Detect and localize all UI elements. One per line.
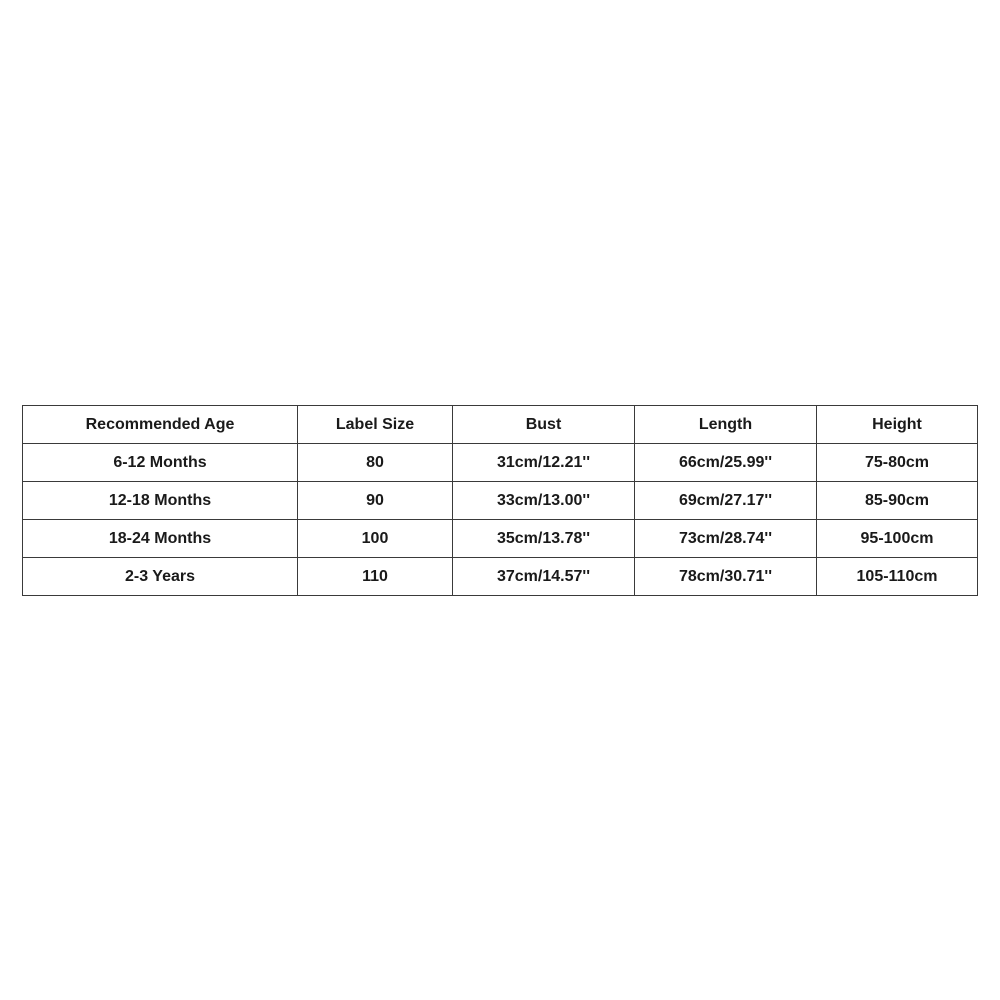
cell-length: 69cm/27.17'' xyxy=(635,482,817,520)
cell-length: 78cm/30.71'' xyxy=(635,558,817,596)
cell-bust: 31cm/12.21'' xyxy=(453,444,635,482)
cell-height: 95-100cm xyxy=(817,520,978,558)
header-recommended-age: Recommended Age xyxy=(23,406,298,444)
cell-recommended-age: 6-12 Months xyxy=(23,444,298,482)
header-bust: Bust xyxy=(453,406,635,444)
cell-label-size: 110 xyxy=(298,558,453,596)
table-row xyxy=(23,558,978,596)
cell-length: 66cm/25.99'' xyxy=(635,444,817,482)
cell-recommended-age: 2-3 Years xyxy=(23,558,298,596)
table-row xyxy=(23,520,978,558)
cell-label-size: 100 xyxy=(298,520,453,558)
cell-recommended-age: 18-24 Months xyxy=(23,520,298,558)
table-header-row xyxy=(23,406,978,444)
cell-label-size: 90 xyxy=(298,482,453,520)
header-label-size: Label Size xyxy=(298,406,453,444)
cell-label-size: 80 xyxy=(298,444,453,482)
cell-bust: 35cm/13.78'' xyxy=(453,520,635,558)
cell-height: 85-90cm xyxy=(817,482,978,520)
table-row xyxy=(23,444,978,482)
cell-length: 73cm/28.74'' xyxy=(635,520,817,558)
cell-recommended-age: 12-18 Months xyxy=(23,482,298,520)
size-chart-table xyxy=(22,405,978,596)
header-length: Length xyxy=(635,406,817,444)
cell-bust: 37cm/14.57'' xyxy=(453,558,635,596)
table-row xyxy=(23,482,978,520)
cell-height: 75-80cm xyxy=(817,444,978,482)
header-height: Height xyxy=(817,406,978,444)
cell-height: 105-110cm xyxy=(817,558,978,596)
cell-bust: 33cm/13.00'' xyxy=(453,482,635,520)
